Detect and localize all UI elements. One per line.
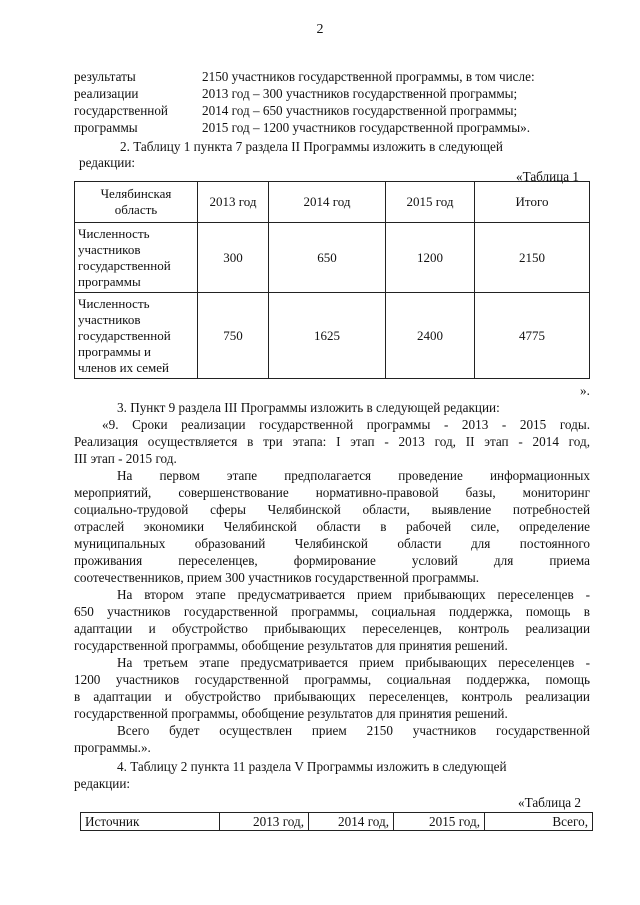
table1-row2-label-line: членов их семей [78, 359, 169, 375]
item3-para5-line: программы.». [74, 740, 151, 755]
results-value-line-4: 2015 год – 1200 участников государственной программы». [202, 120, 531, 135]
item3-para2-line: социально-трудовой сферы Челябинской области, выявление потребностей [74, 502, 590, 517]
item3-para2-line: На первом этапе предполагается проведение информационных [117, 468, 590, 483]
table1-row1-2014: 650 [269, 223, 386, 293]
results-value-line-3: 2014 год – 650 участников государственной программы; [202, 103, 518, 118]
results-value-line-1: 2150 участников государственной программы, в том числе: [202, 69, 535, 84]
table1-header-row [75, 182, 590, 223]
page-number: 2 [316, 22, 324, 37]
table1-row1-2015: 1200 [386, 223, 475, 293]
table1-header-region-line-2: область [114, 202, 158, 217]
table-2 [80, 812, 593, 831]
item2-line-1: 2. Таблицу 1 пункта 7 раздела II Программы изложить в следующей [120, 139, 503, 154]
table2-header-total: Всего, [485, 813, 593, 831]
item3-para3-line: На втором этапе предусматривается прием прибывающих переселенцев - [117, 587, 590, 602]
results-label-line-1: результаты [74, 69, 136, 84]
item3-para3-line: адаптации и обустройство прибывающих переселенцев, контроль реализации [74, 621, 590, 636]
table1-header-region-line-1: Челябинская [100, 186, 172, 201]
results-label-line-2: реализации [74, 86, 139, 101]
table2-header-2015: 2015 год, [394, 813, 485, 831]
results-label-line-4: программы [74, 120, 138, 135]
table1-row2-label-line: участников [78, 311, 141, 327]
item3-para4-line: 1200 участников государственной программы, социальная поддержка, помощь [74, 672, 590, 687]
table-row [75, 293, 590, 379]
table1-row1-label [75, 223, 198, 293]
item3-para1-line: «9. Сроки реализации государственной программы - 2013 - 2015 годы. [102, 417, 590, 432]
table1-row1-label-line: программы [78, 273, 141, 289]
table1-header-2013: 2013 год [198, 182, 269, 223]
item3-para2-line: муниципальных образований Челябинской области для постоянного [74, 536, 590, 551]
table1-row1-label-line: государственной [78, 257, 171, 273]
item3-line-1: 3. Пункт 9 раздела III Программы изложить в следующей редакции: [117, 400, 500, 415]
table1-row1-2013: 300 [198, 223, 269, 293]
item3-para3-line: государственной программы, обобщение результатов для принятия решений. [74, 638, 508, 653]
table1-row2-label-line: программы и [78, 343, 151, 359]
table1-header-2015: 2015 год [386, 182, 475, 223]
item3-para2-line: отраслей экономики Челябинской области в рабочей силе, определение [74, 519, 590, 534]
table1-row2-2014: 1625 [269, 293, 386, 379]
item4-line-1: 4. Таблицу 2 пункта 11 раздела V Программы изложить в следующей [117, 759, 507, 774]
results-label-line-3: государственной [74, 103, 168, 118]
table1-row1-label-line: участников [78, 241, 141, 257]
item3-para1-line: Реализация осуществляется в три этапа: I этап - 2013 год, II этап - 2014 год, [74, 434, 590, 449]
table1-header-2014: 2014 год [269, 182, 386, 223]
table1-header-region [75, 182, 198, 223]
item4-line-2: редакции: [74, 776, 131, 791]
table2-header-2014: 2014 год, [309, 813, 394, 831]
table1-row2-label-line: государственной [78, 327, 171, 343]
table1-row2-2013: 750 [198, 293, 269, 379]
item3-para2-line: проживания переселенцев, формирование условий для приема [74, 553, 590, 568]
table-row [75, 223, 590, 293]
table2-header-2013: 2013 год, [220, 813, 309, 831]
table1-row2-label-line: Численность [78, 295, 150, 311]
table1-row2-2015: 2400 [386, 293, 475, 379]
table2-header-source: Источник [81, 813, 220, 831]
table1-row1-label-line: Численность [78, 225, 150, 241]
item3-para3-line: 650 участников государственной программы, социальная поддержка, помощь в [74, 604, 590, 619]
table-1 [74, 181, 590, 379]
table1-header-total: Итого [475, 182, 590, 223]
item3-para4-line: государственной программы, обобщение результатов для принятия решений. [74, 706, 508, 721]
item3-para2-line: мероприятий, совершенствование нормативно-правовой базы, мониторинг [74, 485, 590, 500]
item3-para1-line: III этап - 2015 год. [74, 451, 177, 466]
table2-header-row [81, 813, 593, 831]
item3-para2-line: соотечественников, прием 300 участников государственной программы. [74, 570, 480, 585]
table2-label: «Таблица 2 [518, 795, 581, 810]
item3-para4-line: в адаптации и обустройство прибывающих переселенцев, контроль реализации [74, 689, 590, 704]
item3-para4-line: На третьем этапе предусматривается прием прибывающих переселенцев - [117, 655, 590, 670]
table1-row2-total: 4775 [475, 293, 590, 379]
results-value-line-2: 2013 год – 300 участников государственной программы; [202, 86, 518, 101]
table1-closing-quote: ». [580, 383, 590, 398]
table1-row1-total: 2150 [475, 223, 590, 293]
table1-label: «Таблица 1 [516, 169, 579, 184]
table1-row2-label [75, 293, 198, 379]
item2-line-2: редакции: [79, 155, 136, 170]
item3-para5-line: Всего будет осуществлен прием 2150 участников государственной [117, 723, 590, 738]
